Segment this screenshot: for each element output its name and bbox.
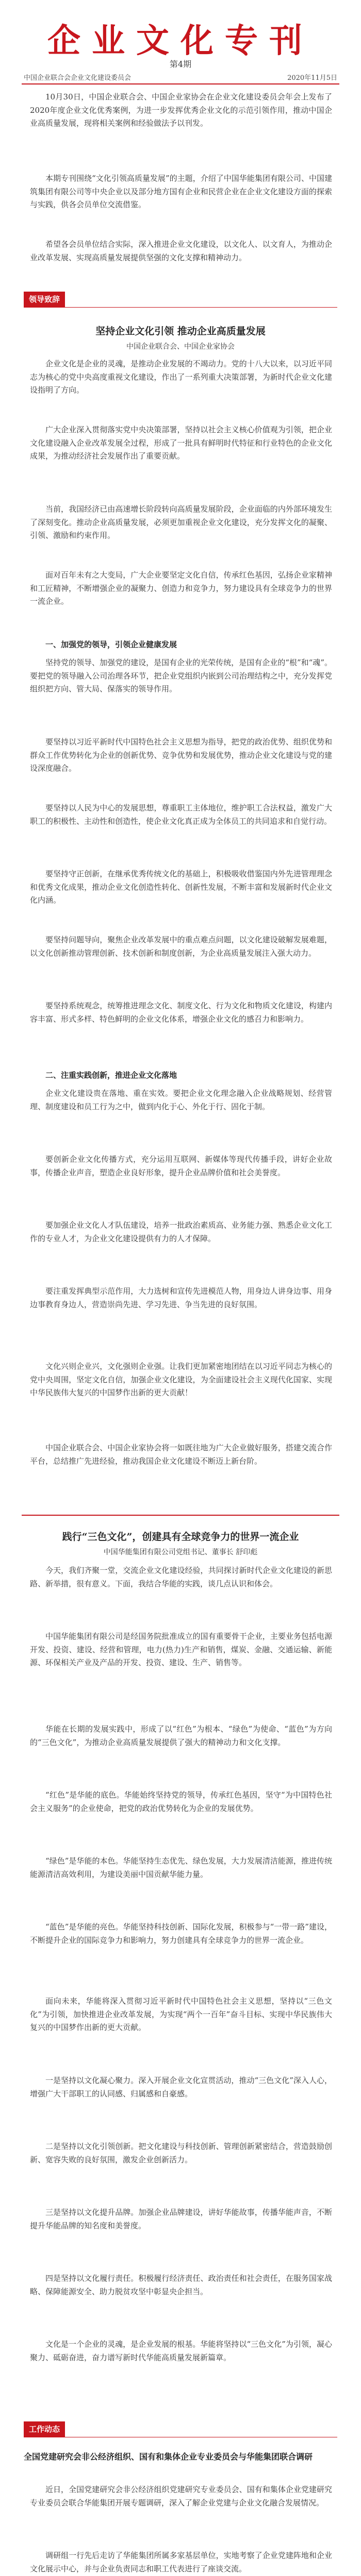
article-1-subhead-2: 二、注重实践创新，推进企业文化落地: [45, 1071, 177, 1080]
issue-number: 第4期: [169, 59, 192, 69]
article-2-paragraph: “红色”是华能的底色。华能始终坚持党的领导，传承红色基因，坚守“为中国特色社会主义服务”的企业使命，把党的政治优势转化为企业的发展优势。: [30, 1790, 332, 1813]
article-2-paragraph: 四是坚持以文化履行责任。积极履行经济责任、政治责任和社会责任，在服务国家战略、保障能源安全、助力脱贫攻坚中彰显央企担当。: [30, 2274, 332, 2296]
section-tag-work-news: 工作动态: [24, 2421, 65, 2437]
section-rule: [24, 307, 337, 308]
article-1-closing: 文化兴则企业兴，文化强则企业强。让我们更加紧密地团结在以习近平同志为核心的党中央周围，坚定文化自信，加强企业文化建设，为全面建设社会主义现代化国家、实现中华民族伟大复兴的中国梦作出新的更大贡献！: [30, 1362, 332, 1398]
news-1-paragraph: 近日，全国党建研究会非公经济组织党建研究专业委员会、国有和集体企业党建研究专业委员会联合华能集团开展专题调研，深入了解企业党建与企业文化融合发展情况。: [30, 2485, 332, 2507]
article-2-paragraph: 文化是一个企业的灵魂，是企业发展的根基。华能将坚持以“三色文化”为引领，凝心聚力、砥砺奋进，奋力谱写新时代华能高质量发展新篇章。: [30, 2340, 332, 2362]
article-2-paragraph: 今天，我们齐聚一堂，交流企业文化建设经验，共同探讨新时代企业文化建设的新思路、新举措，很有意义。下面，我结合华能的实践，谈几点认识和体会。: [30, 1566, 332, 1588]
intro-paragraph-1: 10月30日，中国企业联合会、中国企业家协会在企业文化建设委员会年会上发布了2020年度企业文化优秀案例，为进一步发挥优秀企业文化的示范引领作用，推动中国企业高质量发展，现将相关案例和经验做法予以刊发。: [30, 92, 332, 128]
article-1-paragraph: 要创新企业文化传播方式，充分运用互联网、新媒体等现代传播手段，讲好企业故事，传播企业声音，塑造企业良好形象，提升企业品牌价值和社会美誉度。: [30, 1155, 332, 1177]
news-1-paragraph: 调研组一行先后走访了华能集团所属多家基层单位，实地考察了企业党建阵地和企业文化展示中心，并与企业负责同志和职工代表进行了座谈交流。: [30, 2551, 332, 2573]
article-2-paragraph: 面向未来，华能将深入贯彻习近平新时代中国特色社会主义思想，坚持以“三色文化”为引领，加快推进企业改革发展，为实现“两个一百年”奋斗目标、实现中华民族伟大复兴的中国梦作出新的更大贡献。: [30, 1996, 332, 2032]
article-1-paragraph: 要加强企业文化人才队伍建设，培养一批政治素质高、业务能力强、熟悉企业文化工作的专业人才，为企业文化建设提供有力的人才保障。: [30, 1221, 332, 1243]
publish-date: 2020年11月5日: [287, 74, 337, 82]
article-1-closing: 中国企业联合会、中国企业家协会将一如既往地为广大企业做好服务，搭建交流合作平台，总结推广先进经验，推动我国企业文化建设不断迈上新台阶。: [30, 1443, 332, 1466]
article-2-paragraph: “蓝色”是华能的亮色。华能坚持科技创新、国际化发展，积极参与“一带一路”建设，不断提升企业的国际竞争力和影响力，努力创建具有全球竞争力的世界一流企业。: [30, 1922, 332, 1945]
article-2-title: 践行“三色文化”，创建具有全球竞争力的世界一流企业: [62, 1531, 299, 1543]
article-1-paragraph: 企业文化是企业的灵魂，是推动企业发展的不竭动力。党的十八大以来，以习近平同志为核心的党中央高度重视文化建设，作出了一系列重大决策部署，为新时代企业文化建设指明了方向。: [30, 359, 332, 395]
article-2-paragraph: 华能在长期的发展实践中，形成了以“红色”为根本、“绿色”为使命、“蓝色”为方向的“三色文化”，为推动企业高质量发展提供了强大的精神动力和文化支撑。: [30, 1724, 332, 1747]
article-1-paragraph: 要坚持问题导向，聚焦企业改革发展中的重点难点问题，以文化建设破解发展难题，以文化创新推动管理创新、技术创新和制度创新，为企业高质量发展注入强大动力。: [30, 935, 332, 958]
article-1-paragraph: 当前，我国经济已由高速增长阶段转向高质量发展阶段，企业面临的内外部环境发生了深刻变化。推动企业高质量发展，必须更加重视企业文化建设，充分发挥文化的凝聚、引领、激励和约束作用。: [30, 504, 332, 540]
article-divider: [22, 1515, 339, 1516]
article-1-subhead-1: 一、加强党的领导，引领企业健康发展: [45, 640, 177, 649]
article-1-byline: 中国企业联合会、中国企业家协会: [126, 343, 235, 351]
masthead-meta: [24, 72, 337, 82]
article-2-paragraph: “绿色”是华能的本色。华能坚持生态优先、绿色发展，大力发展清洁能源，推进传统能源清洁高效利用，为建设美丽中国贡献华能力量。: [30, 1856, 332, 1879]
intro-paragraph-2: 本期专刊围绕“文化引领高质量发展”的主题，介绍了中国华能集团有限公司、中国建筑集团有限公司等中央企业以及部分地方国有企业和民营企业在企业文化建设方面的探索与实践，供各会员单位交流借鉴。: [30, 174, 332, 210]
article-2-paragraph: 一是坚持以文化凝心聚力。深入开展企业文化宣贯活动，推动“三色文化”深入人心，增强广大干部职工的认同感、归属感和自豪感。: [30, 2076, 332, 2098]
article-2-byline: 中国华能集团有限公司党组书记、董事长 舒印彪: [103, 1548, 258, 1556]
article-1-paragraph: 要坚持以人民为中心的发展思想，尊重职工主体地位，维护职工合法权益，激发广大职工的积极性、主动性和创造性，使企业文化真正成为全体员工的共同追求和自觉行动。: [30, 803, 332, 826]
intro-paragraph-3: 希望各会员单位结合实际，深入推进企业文化建设，以文化人、以文育人，为推动企业改革发展、实现高质量发展提供坚强的文化支撑和精神动力。: [30, 240, 332, 262]
masthead-rule: [22, 83, 339, 84]
publisher-org: 中国企业联合会企业文化建设委员会: [24, 74, 132, 82]
masthead-title: 企业文化专刊: [47, 22, 314, 60]
section-tag-leader-speech: 领导致辞: [24, 292, 65, 307]
article-2-paragraph: 中国华能集团有限公司是经国务院批准成立的国有重要骨干企业，主要业务包括电源开发、投资、建设、经营和管理，电力(热力)生产和销售，煤炭、金融、交通运输、新能源、环保相关产业及产品的开发、投资、建设、生产、销售等。: [30, 1632, 332, 1668]
article-1-paragraph: 要坚持守正创新，在继承优秀传统文化的基础上，积极吸收借鉴国内外先进管理理念和优秀文化成果，推动企业文化创造性转化、创新性发展，不断丰富和发展新时代企业文化内涵。: [30, 869, 332, 905]
article-1-paragraph: 坚持党的领导、加强党的建设，是国有企业的光荣传统，是国有企业的“根”和“魂”。要把党的领导融入公司治理各环节，把企业党组织内嵌到公司治理结构之中，充分发挥党组织把方向、管大局、保落实的领导作用。: [30, 658, 332, 694]
article-1-paragraph: 广大企业深入贯彻落实党中央决策部署，坚持以社会主义核心价值观为引领，把企业文化建设融入企业改革发展全过程，形成了一批具有鲜明时代特征和行业特色的企业文化成果，为推动经济社会发展作出了重要贡献。: [30, 425, 332, 461]
news-1-title: 全国党建研究会非公经济组织、国有和集体企业专业委员会与华能集团联合调研: [24, 2452, 313, 2462]
article-1-paragraph: 要坚持以习近平新时代中国特色社会主义思想为指导，把党的政治优势、组织优势和群众工作优势转化为企业的创新优势、竞争优势和发展优势，推动企业文化建设与党的建设深度融合。: [30, 737, 332, 773]
article-1-paragraph: 面对百年未有之大变局，广大企业要坚定文化自信，传承红色基因，弘扬企业家精神和工匠精神，不断增强企业的凝聚力、创造力和竞争力，努力建设具有全球竞争力的世界一流企业。: [30, 570, 332, 606]
article-1-paragraph: 要注重发挥典型示范作用，大力选树和宣传先进模范人物，用身边人讲身边事、用身边事教育身边人，营造崇尚先进、学习先进、争当先进的良好氛围。: [30, 1286, 332, 1309]
article-1-paragraph: 企业文化建设贵在落地、重在实效。要把企业文化理念融入企业战略规划、经营管理、制度建设和员工行为之中，做到内化于心、外化于行、固化于制。: [30, 1089, 332, 1111]
article-1-paragraph: 要坚持系统观念，统筹推进理念文化、制度文化、行为文化和物质文化建设，构建内容丰富、形式多样、特色鲜明的企业文化体系，增强企业文化的感召力和影响力。: [30, 1001, 332, 1024]
article-1-title: 坚持企业文化引领 推动企业高质量发展: [95, 326, 266, 337]
article-2-paragraph: 二是坚持以文化引领创新。把文化建设与科技创新、管理创新紧密结合，营造鼓励创新、宽容失败的良好氛围，激发企业创新活力。: [30, 2142, 332, 2164]
article-2-paragraph: 三是坚持以文化提升品牌。加强企业品牌建设，讲好华能故事，传播华能声音，不断提升华能品牌的知名度和美誉度。: [30, 2208, 332, 2230]
